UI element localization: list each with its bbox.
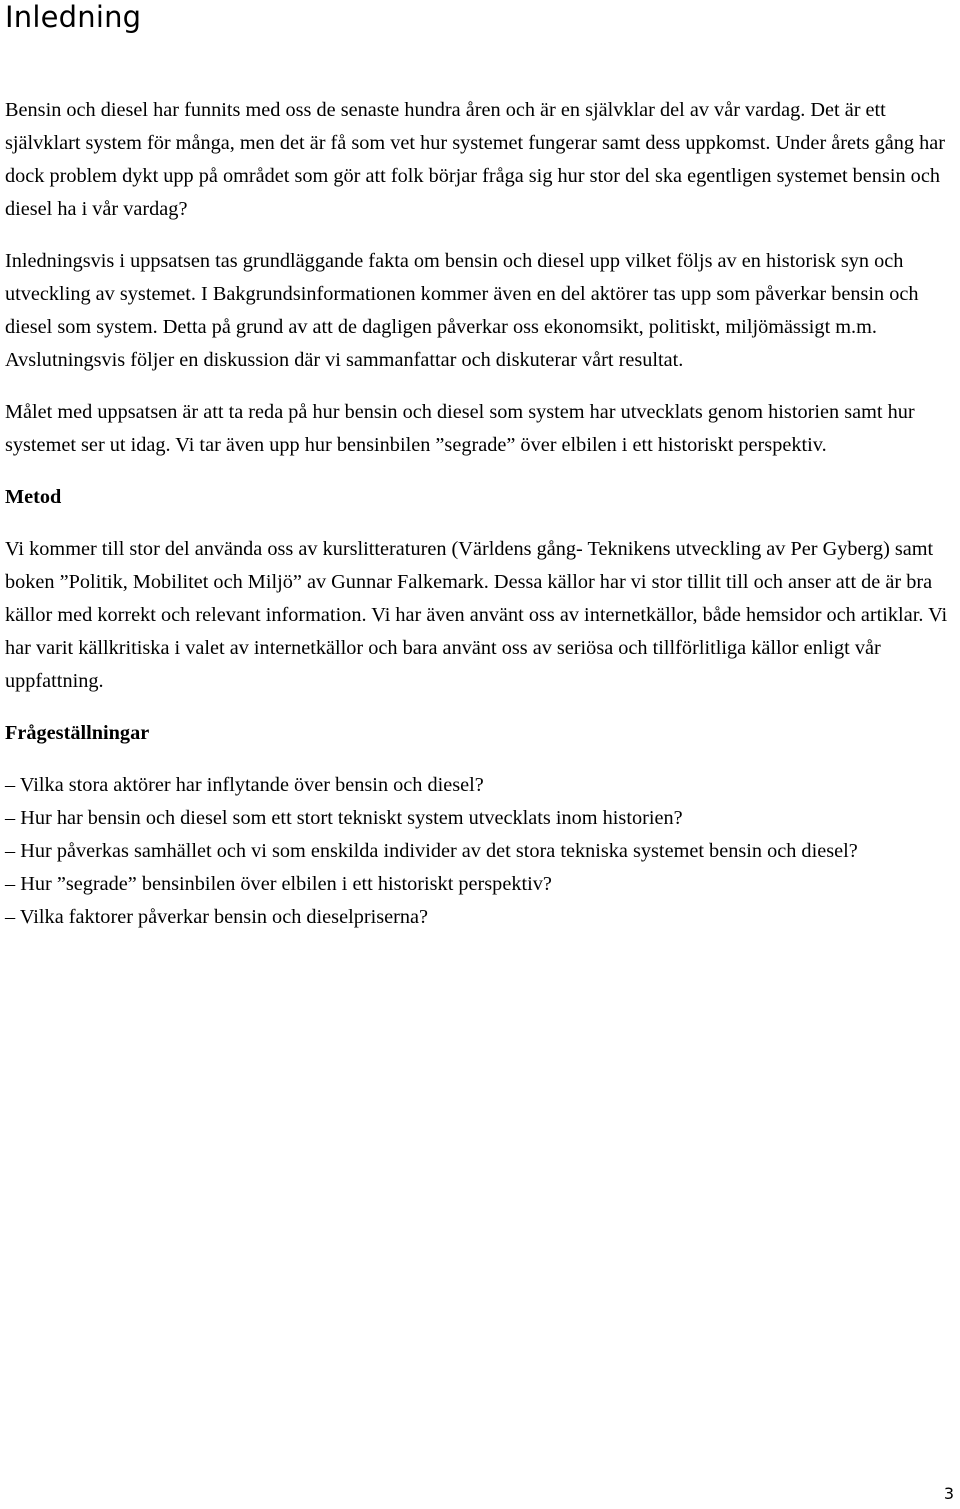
list-item	[5, 802, 955, 835]
question-text: Hur ”segrade” bensinbilen över elbilen i ett historiskt perspektiv?	[20, 873, 552, 895]
questions-list	[5, 769, 955, 934]
page-title: Inledning	[5, 0, 142, 34]
dash-marker: –	[5, 906, 16, 928]
intro-paragraph-1: Bensin och diesel har funnits med oss de senaste hundra åren och är en självklar del av vår vardag. Det är ett självklart system för många, men det är få som vet hur systemet fungerar samt dess uppkomst. Under årets gång har dock problem dykt upp på området som gör att folk börjar fråga sig hur stor del ska egentligen systemet bensin och diesel ha i vår vardag?	[5, 99, 946, 220]
intro-paragraph-3: Målet med uppsatsen är att ta reda på hur bensin och diesel som system har utvecklats genom historien samt hur systemet ser ut idag. Vi tar även upp hur bensinbilen ”segrade” över elbilen i ett historiskt perspektiv.	[5, 401, 915, 456]
dash-marker: –	[5, 807, 16, 829]
question-text: Vilka faktorer påverkar bensin och dieselpriserna?	[19, 906, 429, 928]
dash-marker: –	[5, 840, 16, 862]
list-item	[5, 769, 955, 802]
list-item	[5, 901, 955, 934]
page-number: 3	[943, 1484, 954, 1503]
document-body	[5, 94, 955, 934]
question-text: Vilka stora aktörer har inflytande över bensin och diesel?	[19, 774, 484, 796]
dash-marker: –	[5, 873, 16, 895]
intro-paragraph-2: Inledningsvis i uppsatsen tas grundläggande fakta om bensin och diesel upp vilket följs av en historisk syn och utveckling av systemet. I Bakgrundsinformationen kommer även en del aktörer tas upp som påverkar bensin och diesel som system. Detta på grund av att de dagligen påverkar oss ekonomsikt, politiskt, miljömässigt m.m. Avslutningsvis följer en diskussion där vi sammanfattar och diskuterar vårt resultat.	[5, 250, 919, 371]
questions-heading: Frågeställningar	[5, 722, 150, 744]
method-heading: Metod	[5, 486, 62, 508]
method-paragraph: Vi kommer till stor del använda oss av kurslitteraturen (Världens gång- Teknikens utveckling av Per Gyberg) samt boken ”Politik, Mobilitet och Miljö” av Gunnar Falkemark. Dessa källor har vi stor tillit till och anser att de är bra källor med korrekt och relevant information. Vi har även använt oss av internetkällor, både hemsidor och artiklar. Vi har varit källkritiska i valet av internetkällor och bara använt oss av seriösa och tillförlitliga källor enligt vår uppfattning.	[5, 538, 948, 692]
dash-marker: –	[5, 774, 16, 796]
list-item	[5, 868, 955, 901]
question-text: Hur påverkas samhället och vi som enskilda individer av det stora tekniska systemet bensin och diesel?	[20, 840, 858, 862]
list-item	[5, 835, 955, 868]
question-text: Hur har bensin och diesel som ett stort tekniskt system utvecklats inom historien?	[20, 807, 683, 829]
